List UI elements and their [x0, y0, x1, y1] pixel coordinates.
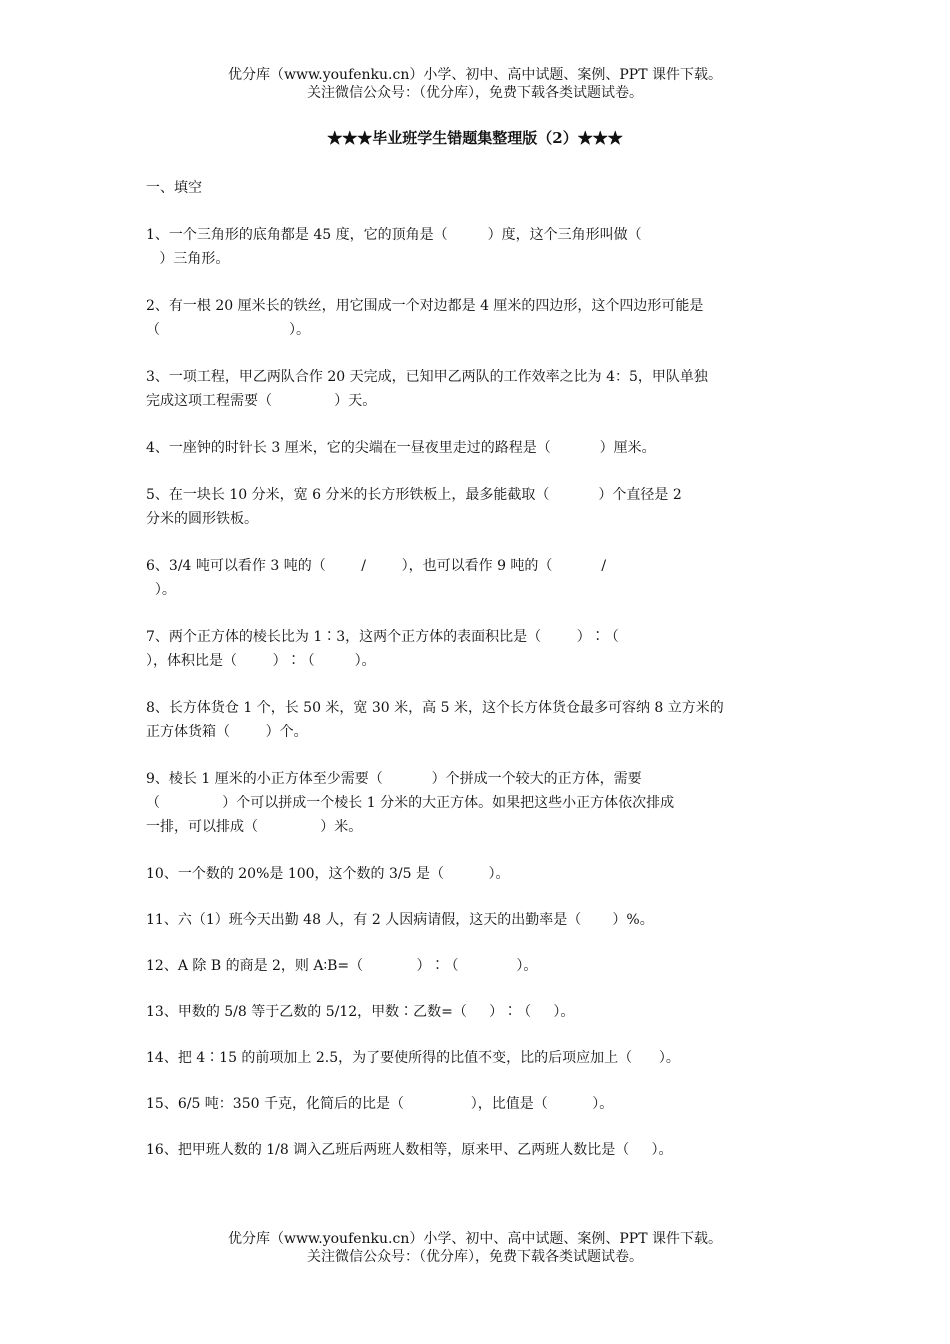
question-7: 7、两个正方体的棱长比为 1∶3，这两个正方体的表面积比是（ ）∶（ ），体积比是（ ）∶（ ）。 — [146, 629, 619, 669]
question-12: 12、A 除 B 的商是 2，则 A∶B=（ ）∶（ ）。 — [146, 958, 538, 974]
footer-line-2: 关注微信公众号：（优分库），免费下载各类试题试卷。 — [307, 1249, 643, 1265]
question-6: 6、3/4 吨可以看作 3 吨的（ / ），也可以看作 9 吨的（ / ）。 — [146, 558, 607, 598]
question-11: 11、六（1）班今天出勤 48 人，有 2 人因病请假，这天的出勤率是（ ）%。 — [146, 912, 654, 928]
document-body — [146, 176, 808, 1184]
question-4: 4、一座钟的时针长 3 厘米，它的尖端在一昼夜里走过的路程是（ ）厘米。 — [146, 440, 656, 456]
question-14: 14、把 4∶15 的前项加上 2.5，为了要使所得的比值不变，比的后项应加上（ ）。 — [146, 1050, 680, 1066]
header-line-1: 优分库（www.youfenku.cn）小学、初中、高中试题、案例、PPT 课件下载。 — [227, 67, 722, 83]
footer-line-1: 优分库（www.youfenku.cn）小学、初中、高中试题、案例、PPT 课件下载。 — [227, 1231, 722, 1247]
question-16: 16、把甲班人数的 1/8 调入乙班后两班人数相等，原来甲、乙两班人数比是（ ）。 — [146, 1142, 673, 1158]
page-header — [0, 66, 950, 102]
question-9: 9、棱长 1 厘米的小正方体至少需要（ ）个拼成一个较大的正方体，需要 （ ）个可以拼成一个棱长 1 分米的大正方体。如果把这些小正方体依次排成 一排，可以排成（ ）米。 — [146, 771, 675, 835]
section-heading: 一、填空 — [146, 180, 202, 196]
question-2: 2、有一根 20 厘米长的铁丝，用它围成一个对边都是 4 厘米的四边形，这个四边形可能是 （ ）。 — [146, 298, 704, 338]
question-15: 15、6/5 吨：350 千克，化简后的比是（ ），比值是（ ）。 — [146, 1096, 614, 1112]
question-1: 1、一个三角形的底角都是 45 度，它的顶角是（ ）度，这个三角形叫做（ ）三角形。 — [146, 227, 642, 267]
page-footer — [0, 1230, 950, 1266]
header-line-2: 关注微信公众号：（优分库），免费下载各类试题试卷。 — [307, 85, 643, 101]
document-title: ★★★毕业班学生错题集整理版（2）★★★ — [327, 129, 623, 147]
question-5: 5、在一块长 10 分米，宽 6 分米的长方形铁板上，最多能截取（ ）个直径是 2 分米的圆形铁板。 — [146, 487, 682, 527]
question-3: 3、一项工程，甲乙两队合作 20 天完成，已知甲乙两队的工作效率之比为 4：5，甲队单独 完成这项工程需要（ ）天。 — [146, 369, 708, 409]
question-10: 10、一个数的 20%是 100，这个数的 3/5 是（ ）。 — [146, 866, 510, 882]
question-8: 8、长方体货仓 1 个，长 50 米，宽 30 米，高 5 米，这个长方体货仓最多可容纳 8 立方米的 正方体货箱（ ）个。 — [146, 700, 724, 740]
question-13: 13、甲数的 5/8 等于乙数的 5/12，甲数∶乙数=（ ）∶（ ）。 — [146, 1004, 575, 1020]
